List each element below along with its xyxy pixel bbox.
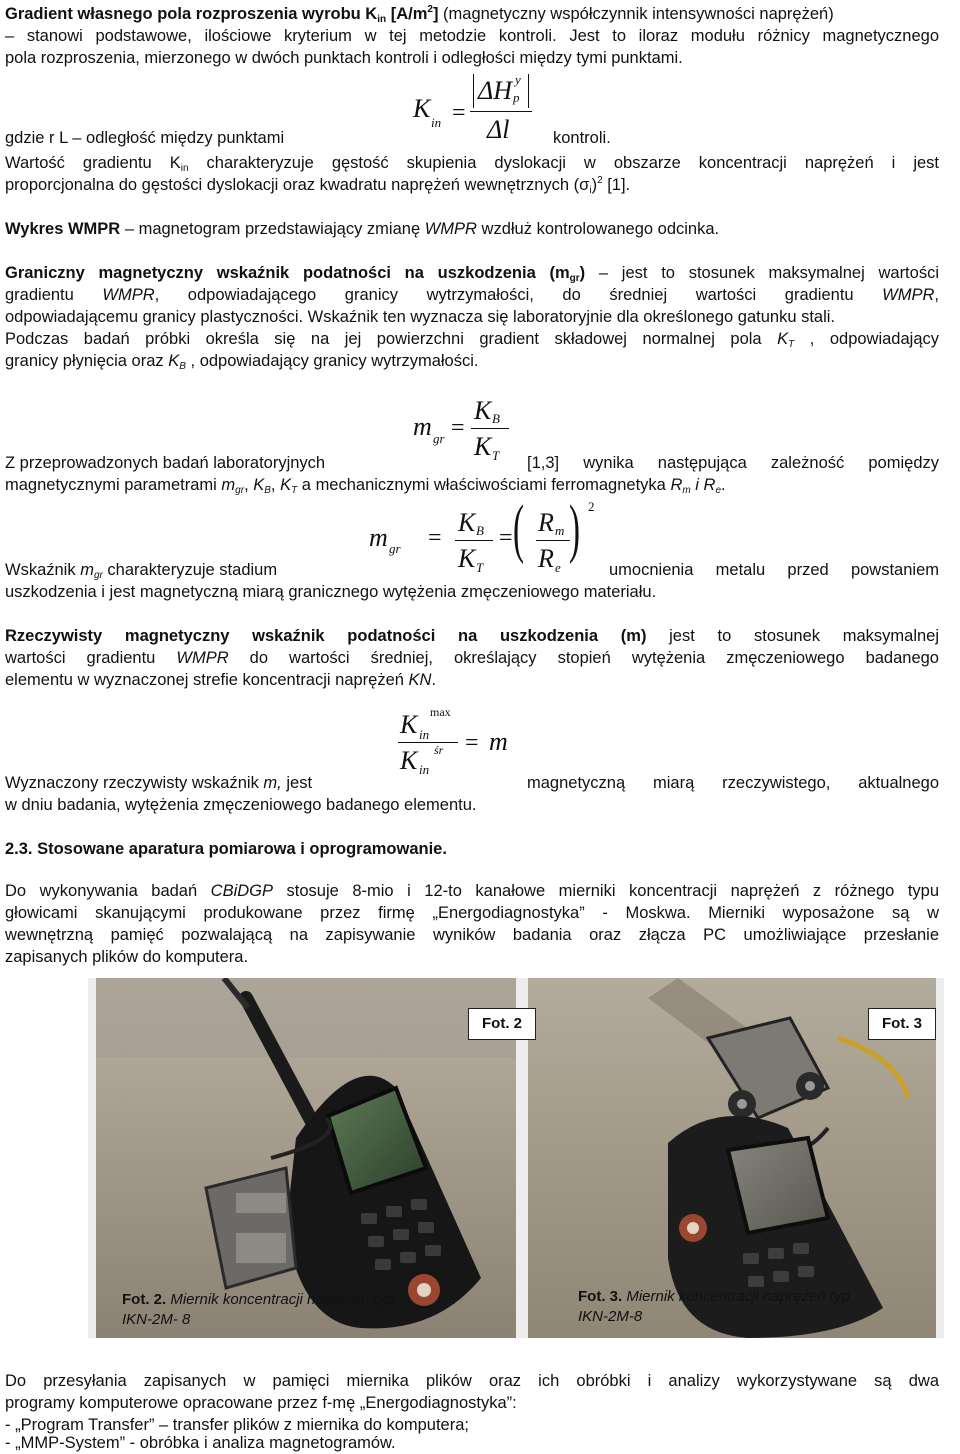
intro-line-2: – stanowi podstawowe, ilościowe kryterium w tej metodzie kontroli. Jest to iloraz modułu różnicy magnetycznego [5, 27, 939, 45]
wartosc-line-1: Wartość gradientu $K_{in}$ charakteryzuje gęstość skupienia dyslokacji w obszarze koncentracji naprężeń i jest [5, 154, 939, 174]
graniczny-line-2: gradientu WMPR, odpowiadającego granicy wytrzymałości, do średniej wartości gradientu WMPR, [5, 286, 939, 304]
dowykonywania-line-2: głowicami skanującymi produkowane przez firmę „Energodiagnostyka” - Moskwa. Mierniki wyposażone są w [5, 904, 939, 922]
graniczny-line-1: Graniczny magnetyczny wskaźnik podatności na uszkodzenia $(m_{gr})$ – jest to stosunek maksymalnej wartości [5, 264, 939, 284]
wyznaczony-right: magnetyczną miarą rzeczywistego, aktualnego [527, 774, 939, 792]
photo-meter-ikn-2m-8-left [96, 978, 516, 1338]
dotransfer-line-1: Do przesyłania zapisanych w pamięci miernika plików oraz ich obróbki i analizy wykorzystywane są dwa [5, 1372, 939, 1390]
rzeczywisty-line-3: elementu w wyznaczonej strefie koncentracji naprężeń KN. [5, 671, 437, 689]
dowykonywania-line-1: Do wykonywania badań CBiDGP stosuje 8-mio i 12-to kanałowe mierniki koncentracji naprężeń z różnego typu [5, 882, 939, 900]
wyznaczony-line-2: w dniu badania, wytężenia zmęczeniowego badanego elementu. [5, 796, 477, 814]
section-heading: 2.3. Stosowane aparatura pomiarowa i oprogramowanie. [5, 840, 447, 858]
dotransfer-line-3: - „Program Transfer” – transfer plików z miernika do komputera; [5, 1416, 469, 1434]
caption-fot-2 [122, 1290, 462, 1330]
graniczny-line-3: odpowiadającemu granicy plastyczności. Wskaźnik ten wyznacza się laboratoryjnie dla określonego gatunku stali. [5, 308, 836, 326]
graniczny-line-5: granicy płynięcia oraz $K_B$ , odpowiadający granicy wytrzymałości. [5, 352, 479, 372]
zprzepr-right: [1,3] wynika następująca zależność pomiędzy [527, 454, 939, 472]
graniczny-line-4: Podczas badań próbki określa się na jej powierzchni gradient składowej normalnej pola $K_T$ , odpowiadający [5, 330, 939, 350]
caption-fot-3 [578, 1287, 918, 1327]
zprzepr-left: Z przeprowadzonych badań laboratoryjnych [5, 454, 326, 472]
wartosc-line-2: proporcjonalna do gęstości dyslokacji oraz kwadratu naprężeń wewnętrznych $(\sigma_i)^2$ [1]. [5, 175, 631, 196]
rzeczywisty-line-1: Rzeczywisty magnetyczny wskaźnik podatności na uszkodzenia (m) jest to stosunek maksymalnej [5, 627, 939, 645]
caption-fot-3-line-1: Fot. 3. Miernik koncentracji naprężeń typ [578, 1288, 850, 1305]
wskaznik-line-2: uszkodzenia i jest magnetyczną miarą granicznego wytężenia zmęczeniowego materiału. [5, 583, 657, 601]
wyznaczony-left: Wyznaczony rzeczywisty wskaźnik m, jest [5, 774, 313, 792]
gdzie-right: kontroli. [553, 129, 611, 147]
caption-fot-3-line-2: IKN-2M-8 [578, 1308, 643, 1325]
wskaznik-left: Wskaźnik $m_{gr}$ charakteryzuje stadium [5, 561, 278, 581]
photo-tag-fot-2: Fot. 2 [468, 1008, 536, 1040]
wykres-line: Wykres WMPR – magnetogram przedstawiający zmianę WMPR wzdłuż kontrolowanego odcinka. [5, 220, 720, 238]
intro-line-3: pola rozproszenia, mierzonego w dwóch punktach kontroli i odległości między tymi punktami. [5, 49, 683, 67]
zprzepr-line-2: magnetycznymi parametrami $m_{gr}$, $K_B$, $K_T$ a mechanicznymi właściwościami ferromagnetyka $R_m$ i $R_e$. [5, 476, 726, 496]
dotransfer-line-4: - „MMP-System” - obróbka i analiza magnetogramów. [5, 1434, 396, 1452]
rzeczywisty-line-2: wartości gradientu WMPR do wartości średniej, określający stopień wytężenia zmęczeniowego badanego [5, 649, 939, 667]
dowykonywania-line-3: wewnętrzną pamięć pozwalającą na zapisywanie wyników badania oraz złącza PC umożliwiające przesłanie [5, 926, 939, 944]
intro-line-1: Gradient własnego pola rozproszenia wyrobu $K_{in}$ $[A/m^2]$ (magnetyczny współczynnik intensywności naprężeń) [5, 4, 834, 25]
caption-fot-2-line-2: IKN-2M- 8 [122, 1311, 191, 1328]
dotransfer-line-2: programy komputerowe opracowane przez f-mę „Energodiagnostyka”: [5, 1394, 517, 1412]
gdzie-left: gdzie r L – odległość między punktami [5, 129, 285, 147]
wskaznik-right: umocnienia metalu przed powstaniem [609, 561, 939, 579]
caption-fot-2-line-1: Fot. 2. Miernik koncentracji naprężeń typ [122, 1291, 394, 1308]
photo-tag-fot-3: Fot. 3 [868, 1008, 936, 1040]
dowykonywania-line-4: zapisanych plików do komputera. [5, 948, 249, 966]
